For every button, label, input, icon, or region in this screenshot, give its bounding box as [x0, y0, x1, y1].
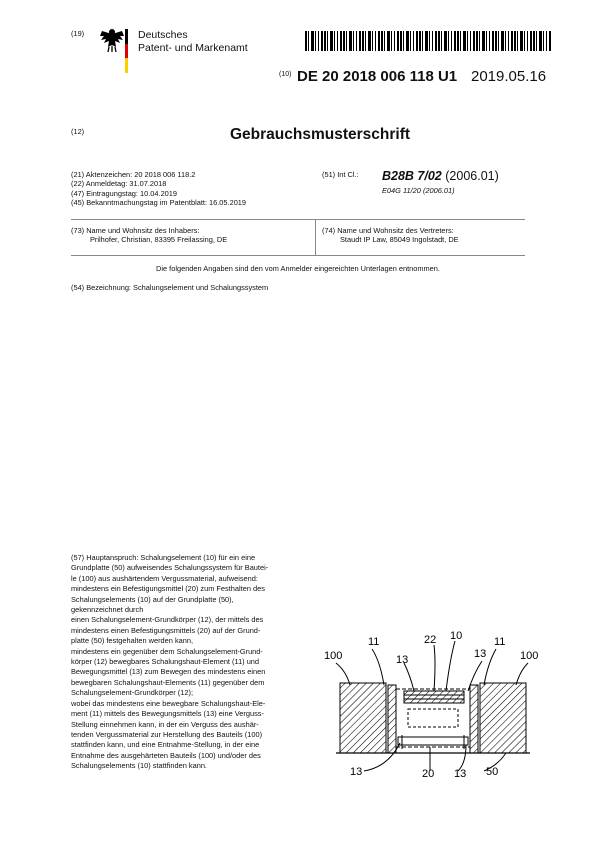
label-11-right: 11 [494, 636, 506, 648]
representative-block [322, 226, 459, 245]
office-name [138, 29, 248, 54]
registration-date: (47) Eintragungstag: 10.04.2019 [71, 188, 178, 198]
abstract-line: mindestens einen Befestigungsmittels (20) auf der Grund- [71, 625, 261, 635]
abstract-line: Bewegungsmittel (13) zum Bewegen des mindestens einen [71, 667, 266, 677]
divider-vertical [315, 219, 316, 255]
filing-date: (22) Anmeldetag: 31.07.2018 [71, 179, 167, 189]
document-number: DE 20 2018 006 118 U1 [297, 68, 458, 85]
document-date: 2019.05.16 [471, 68, 547, 85]
right-component [480, 683, 526, 753]
barcode [305, 31, 552, 51]
abstract-line: stattfinden kann, und eine Entnahme-Stellung, in der eine [71, 740, 260, 750]
ipc-main [382, 169, 499, 183]
code-12: (12) [71, 127, 85, 136]
flag-stripe [125, 29, 128, 73]
abstract-line: ment (11) mittels des Bewegungsmittels (13) eine Verguss- [71, 709, 264, 719]
application-number: (21) Aktenzeichen: 20 2018 006 118.2 [71, 170, 196, 179]
code-19: (19) [71, 29, 85, 38]
bibliographic-data [71, 170, 246, 208]
ipc-second-code: E04G 11/20 [382, 186, 421, 195]
publication-date: (45) Bekanntmachungstag im Patentblatt: 16.05.2019 [71, 198, 247, 208]
abstract-line: le (100) aus aushärtendem Vergussmaterial, aufweisend: [71, 573, 258, 583]
owner-label: (73) Name und Wohnsitz des Inhabers: [71, 226, 200, 235]
document-title: Gebrauchsmusterschrift [230, 126, 411, 143]
label-50: 50 [486, 766, 499, 778]
label-100-left: 100 [324, 650, 343, 662]
divider-bottom [71, 255, 525, 256]
ipc-second [382, 186, 455, 195]
label-20: 20 [422, 768, 435, 780]
abstract-line: platte (50) festgehalten werden kann, [71, 636, 194, 646]
label-13-bottom-right: 13 [454, 768, 467, 780]
ipc-main-code: B28B 7/02 [382, 169, 442, 183]
abstract-line: Schalungselements (10) stattfinden kann. [71, 761, 207, 771]
left-component [340, 683, 386, 753]
label-100-right: 100 [520, 650, 539, 662]
abstract-line: wobei das mindestens eine bewegbare Schalungshaut-Ele- [71, 698, 266, 708]
divider-top [71, 219, 525, 220]
abstract-line: körper (12) bewegbares Schalungshaut-Element (11) und [71, 657, 260, 667]
office-line1: Deutsches [138, 29, 188, 41]
abstract [71, 553, 307, 772]
abstract-line: Grundplatte (50) aufweisendes Schalungssystem für Bautei- [71, 563, 269, 573]
owner-value: Prilhofer, Christian, 83395 Freilassing, DE [90, 235, 228, 245]
abstract-line: Schalungselement-Grundkörper (12); [71, 688, 194, 698]
abstract-line: Schalungselements (10) auf der Grundplatte (50), [71, 594, 234, 604]
code-10: (10) [279, 71, 292, 78]
representative-label: (74) Name und Wohnsitz des Vertreters: [322, 226, 454, 235]
abstract-line: gekennzeichnet durch [71, 605, 144, 615]
office-line2: Patent- und Markenamt [138, 41, 248, 54]
label-13-top-left: 13 [396, 654, 409, 666]
label-13-top-right: 13 [474, 648, 487, 660]
abstract-line: Entnahme des ausgehärteten Bauteils (100) und/oder des [71, 750, 261, 760]
abstract-line: (57) Hauptanspruch: Schalungselement (10) für ein eine [71, 553, 256, 562]
label-22: 22 [424, 634, 437, 646]
label-13-bottom-left: 13 [350, 766, 363, 778]
abstract-line: Stellung einnehmen kann, in der ein Verguss des aushär- [71, 719, 259, 729]
abstract-line: tenden Vergussmaterial zur Herstellung des Bauteils (100) [71, 729, 263, 739]
federal-eagle-icon [98, 27, 126, 53]
owner-block [71, 226, 227, 245]
abstract-line: einen Schalungselement-Grundkörper (12), der mittels des [71, 615, 264, 625]
patent-drawing [318, 625, 550, 780]
representative-value: Staudt IP Law, 85049 Ingolstadt, DE [340, 235, 459, 245]
ipc-second-year: (2006.01) [422, 186, 455, 195]
label-11-left: 11 [368, 636, 380, 648]
label-10: 10 [450, 630, 463, 642]
abstract-line: bewegbaren Schalungshaut-Elements (11) gegenüber dem [71, 677, 265, 687]
designation: (54) Bezeichnung: Schalungselement und Schalungssystem [71, 283, 269, 292]
abstract-line: mindestens ein gegenüber dem Schalungselement-Grund- [71, 646, 263, 656]
abstract-line: mindestens ein Befestigungsmittel (20) zum Festhalten des [71, 584, 265, 594]
notice: Die folgenden Angaben sind den vom Anmelder eingereichten Unterlagen entnommen. [156, 264, 440, 273]
int-cl-label: (51) Int Cl.: [322, 170, 359, 179]
ipc-main-year: (2006.01) [445, 169, 499, 183]
